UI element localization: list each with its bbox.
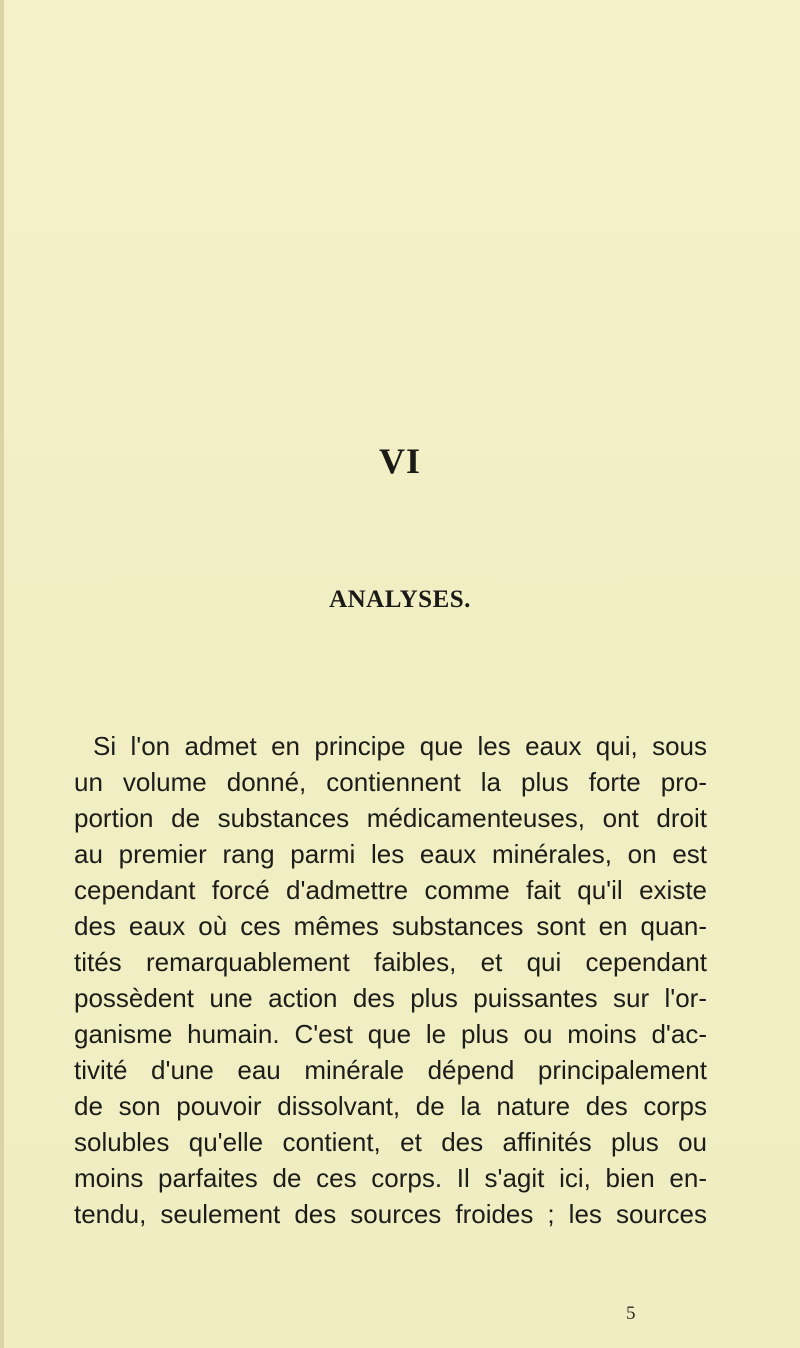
text-line: Si l'on admet en principe que les eaux qui, sous: [93, 731, 707, 761]
text-line: portion de substances médicamenteuses, ont droit: [74, 803, 707, 833]
page-edge: [0, 0, 4, 1348]
chapter-number: VI: [378, 441, 421, 481]
page-number: 5: [626, 1303, 636, 1324]
text-line: des eaux où ces mêmes substances sont en quan-: [74, 911, 707, 941]
chapter-title: ANALYSES.: [329, 586, 471, 613]
text-line: moins parfaites de ces corps. Il s'agit ici, bien en-: [74, 1163, 707, 1193]
text-line: un volume donné, contiennent la plus forte pro-: [74, 767, 707, 797]
text-line: solubles qu'elle contient, et des affinités plus ou: [74, 1127, 707, 1157]
text-line: de son pouvoir dissolvant, de la nature des corps: [74, 1091, 707, 1121]
text-line: tendu, seulement des sources froides ; les sources: [74, 1199, 707, 1229]
text-line: au premier rang parmi les eaux minérales, on est: [74, 839, 707, 869]
text-line: possèdent une action des plus puissantes sur l'or-: [74, 983, 707, 1013]
text-line: tités remarquablement faibles, et qui cependant: [74, 947, 707, 977]
text-line: tivité d'une eau minérale dépend principalement: [74, 1055, 707, 1085]
text-line: ganisme humain. C'est que le plus ou moins d'ac-: [74, 1019, 707, 1049]
text-line: cependant forcé d'admettre comme fait qu'il existe: [74, 875, 707, 905]
